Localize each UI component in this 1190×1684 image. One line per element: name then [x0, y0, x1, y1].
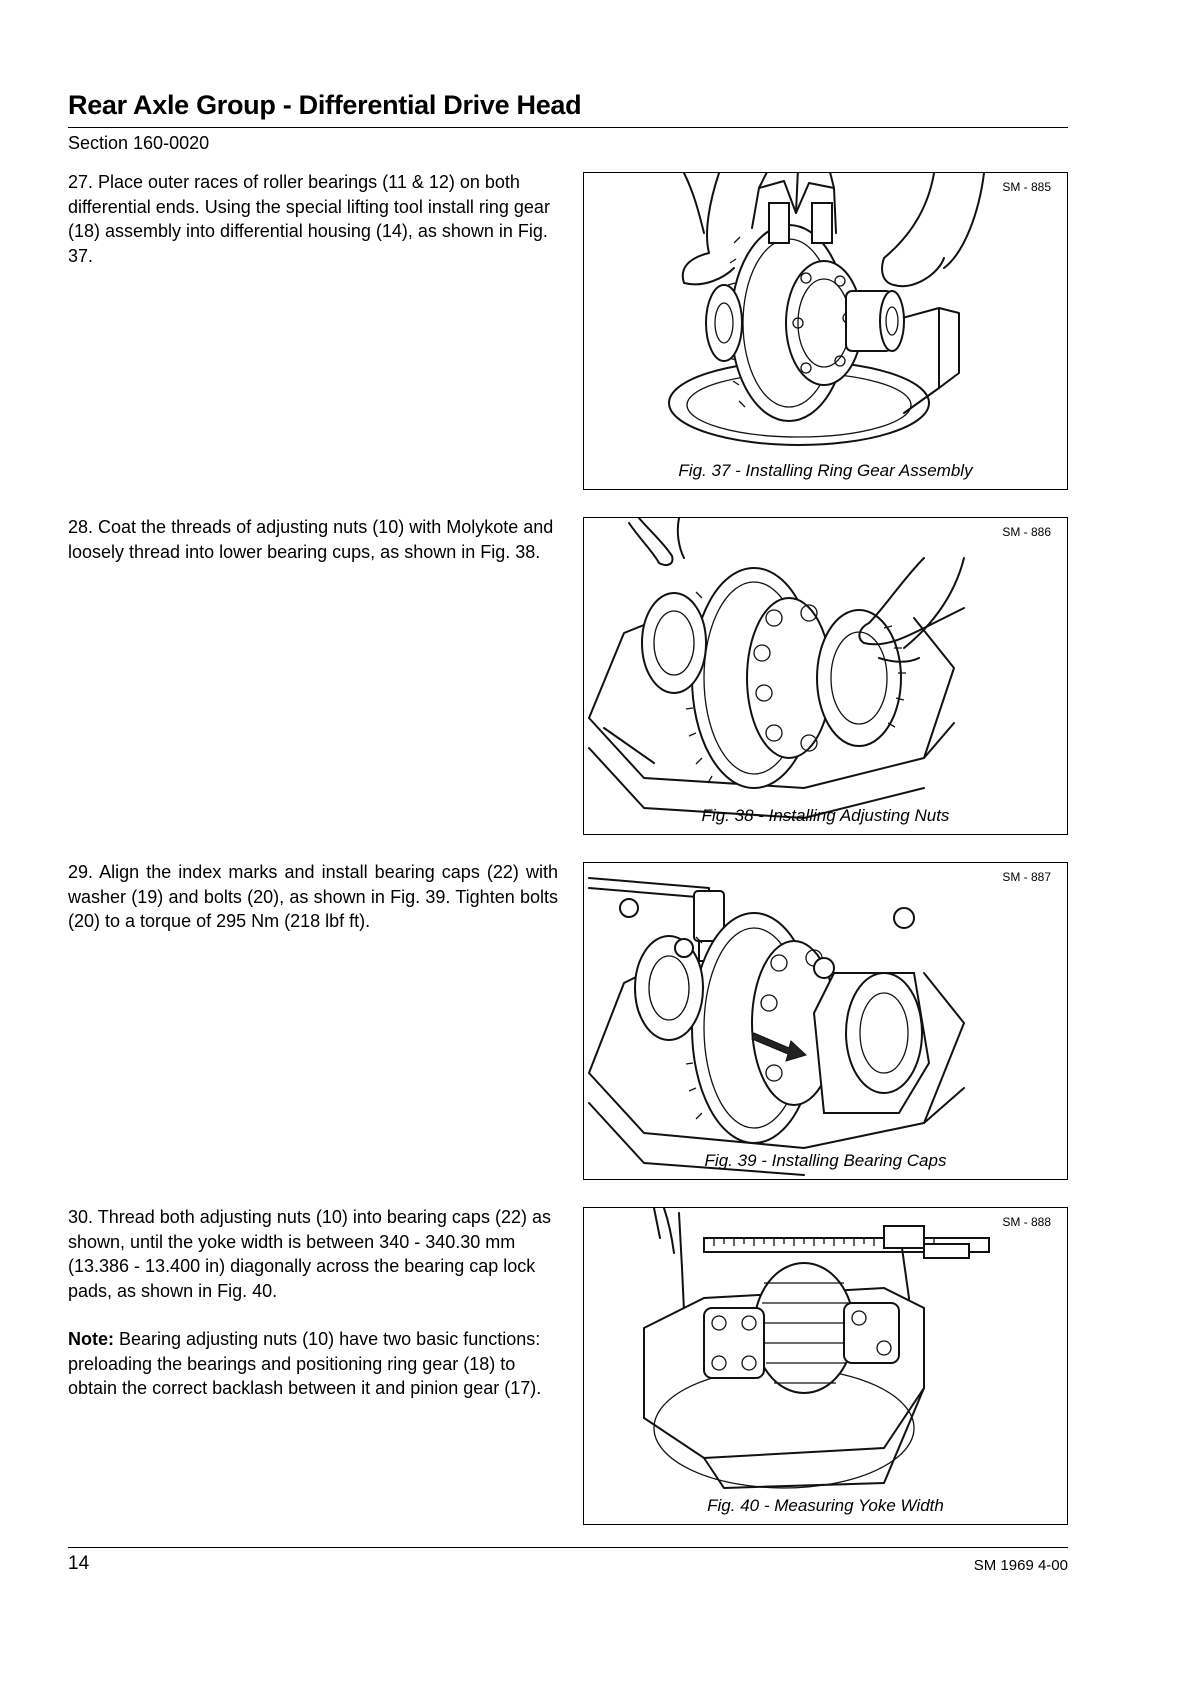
figure-37: [583, 172, 1068, 490]
step-30: [68, 1205, 558, 1425]
figure-39-caption: Fig. 39 - Installing Bearing Caps: [704, 1151, 947, 1170]
figure-37-caption: Fig. 37 - Installing Ring Gear Assembly: [678, 461, 973, 480]
footer-rule: [68, 1547, 1068, 1548]
figure-39: [583, 862, 1068, 1180]
page-number: 14: [68, 1553, 90, 1574]
figure-38-code: SM - 886: [1002, 525, 1051, 539]
step-28-text: 28. Coat the threads of adjusting nuts (10) with Molykote and loosely thread into lower bearing cups, as shown in Fig. 38.: [68, 517, 554, 562]
figure-37-code: SM - 885: [1002, 180, 1051, 194]
header-rule: [68, 127, 1068, 128]
note-text: Bearing adjusting nuts (10) have two basic functions: preloading the bearings and positioning ring gear (18) to obtain the correct backlash between it and pinion gear (17).: [68, 1329, 542, 1398]
note-label: Note:: [68, 1329, 114, 1349]
document-reference: SM 1969 4-00: [973, 1557, 1068, 1574]
figure-40-code: SM - 888: [1002, 1215, 1051, 1229]
figure-38: [583, 517, 1068, 835]
figure-40-caption: Fig. 40 - Measuring Yoke Width: [707, 1496, 944, 1515]
page-title: Rear Axle Group - Differential Drive Head: [68, 90, 582, 120]
step-29-text: 29. Align the index marks and install bearing caps (22) with washer (19) and bolts (20), as shown in Fig. 39. Tighten bolts (20) to a torque of 295 Nm (218 lbf ft).: [68, 862, 558, 931]
step-30-note: [68, 1327, 558, 1401]
figure-40: [583, 1207, 1068, 1525]
ring-gear-lifting-illustration: [584, 173, 1069, 491]
step-28: [68, 515, 558, 588]
figure-38-caption: Fig. 38 - Installing Adjusting Nuts: [701, 806, 950, 825]
yoke-width-measuring-illustration: [584, 1208, 1069, 1526]
bearing-caps-illustration: [584, 863, 1069, 1181]
step-27-text: 27. Place outer races of roller bearings (11 & 12) on both differential ends. Using the special lifting tool install ring gear (18) assembly into differential housing (14), as shown in Fig. 37.: [68, 172, 550, 266]
step-30-text: 30. Thread both adjusting nuts (10) into bearing caps (22) as shown, until the yoke width is between 340 - 340.30 mm (13.386 - 13.400 in) diagonally across the bearing cap lock pads, as shown in Fig. 40.: [68, 1207, 551, 1301]
adjusting-nuts-illustration: [584, 518, 1069, 836]
step-27: [68, 170, 558, 292]
step-29: [68, 860, 558, 958]
section-number: Section 160-0020: [68, 133, 210, 153]
figure-39-code: SM - 887: [1002, 870, 1051, 884]
